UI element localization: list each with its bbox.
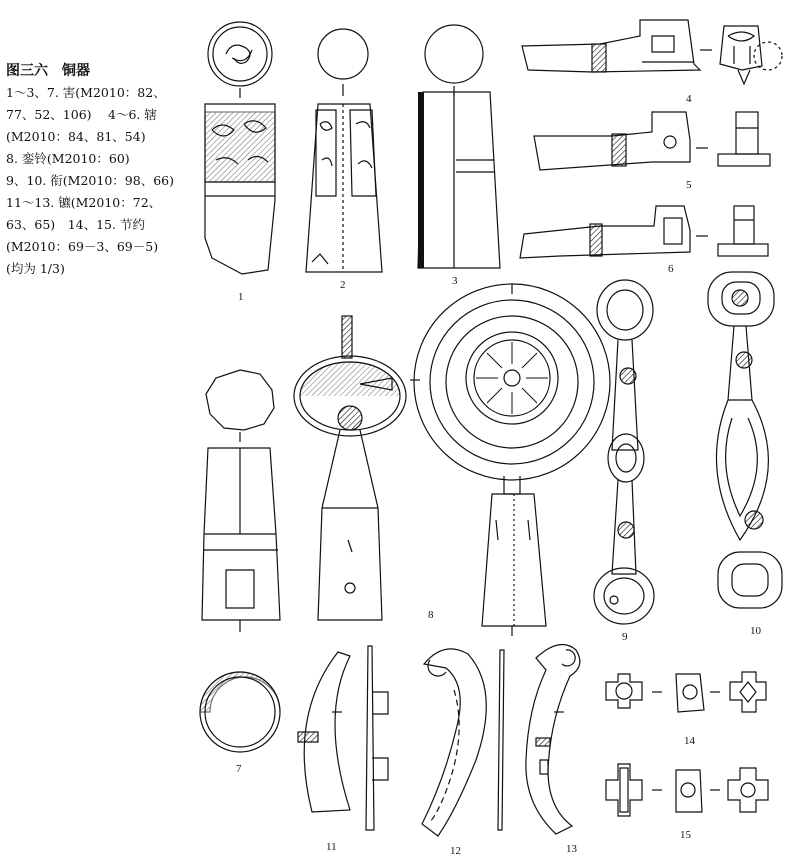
fig13-cheekpiece-drawing — [526, 645, 580, 834]
fig-label: 1 — [238, 291, 244, 303]
fig-label: 14 — [684, 735, 695, 747]
fig7-axle-cap-drawing — [200, 370, 280, 752]
fig1-axle-cap-drawing — [205, 22, 275, 274]
fig4-linchpin-drawing — [522, 20, 782, 84]
fig2-axle-cap-drawing — [306, 29, 382, 272]
caption-title: 图三六 铜器 — [6, 63, 90, 79]
caption-line: 9、10. 衔(M2010：98、66) — [6, 173, 174, 188]
caption-line: 11～13. 镳(M2010：72、 — [6, 195, 162, 210]
fig-label: 3 — [452, 275, 458, 287]
caption-line: (M2010：84、81、54) — [6, 129, 146, 144]
fig-label: 13 — [566, 843, 577, 855]
fig12-cheekpiece-drawing — [422, 649, 504, 836]
fig-label: 4 — [686, 93, 692, 105]
fig-label: 2 — [340, 279, 346, 291]
fig5-linchpin-drawing — [534, 112, 770, 170]
fig-label: 10 — [750, 625, 761, 637]
fig-label: 15 — [680, 829, 691, 841]
caption-line: (均为 1/3) — [6, 261, 65, 276]
fig-label: 11 — [326, 841, 337, 853]
fig10-horse-bit-drawing — [708, 272, 782, 608]
caption-line: (M2010：69－3、69－5) — [6, 239, 159, 254]
fig6-linchpin-drawing — [520, 206, 768, 258]
fig3-axle-cap-drawing — [418, 25, 500, 268]
fig-label: 9 — [622, 631, 628, 643]
fig15-strap-junction-drawing — [606, 764, 768, 816]
fig14-strap-junction-drawing — [606, 672, 766, 712]
fig-label: 12 — [450, 845, 461, 857]
caption-line: 63、65) 14、15. 节约 — [6, 217, 145, 232]
fig9-horse-bit-drawing — [594, 280, 654, 624]
fig-label: 6 — [668, 263, 674, 275]
fig-label: 7 — [236, 763, 242, 775]
fig11-cheekpiece-drawing — [298, 646, 388, 830]
caption-line: 8. 銮铃(M2010：60) — [6, 151, 130, 166]
fig-label: 5 — [686, 179, 692, 191]
caption-line: 77、52、106) 4～6. 辖 — [6, 107, 157, 122]
caption-line: 1～3、7. 害(M2010：82、 — [6, 85, 166, 100]
fig-label: 8 — [428, 609, 434, 621]
fig8-chariot-bell-drawing — [294, 284, 610, 636]
